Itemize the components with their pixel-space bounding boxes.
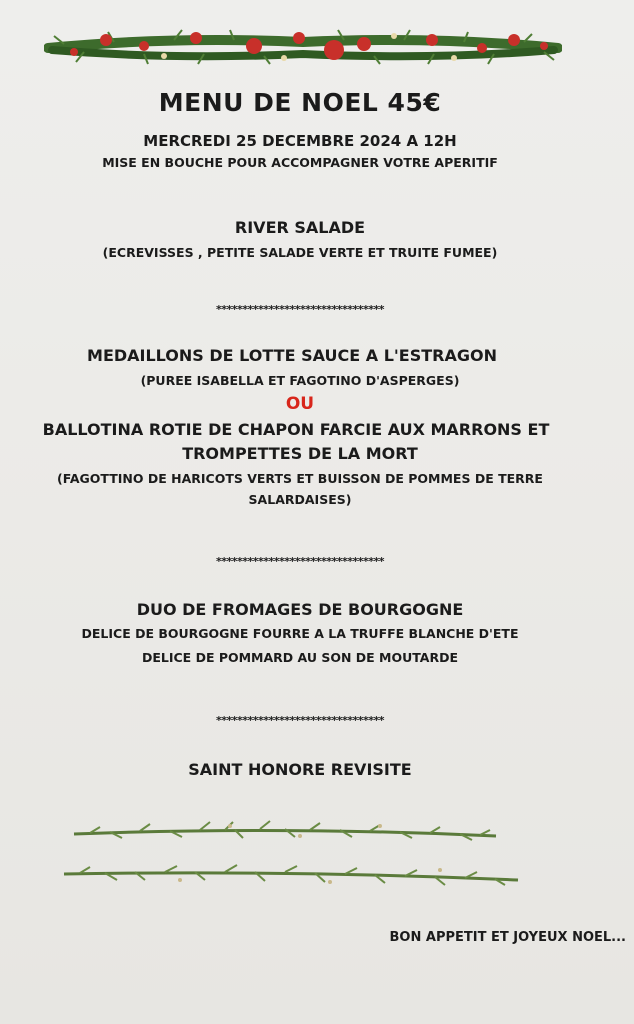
pine-branch-icon <box>60 860 522 892</box>
separator: ******************************** <box>215 555 385 568</box>
main-option-2-name-line2: TROMPETTES DE LA MORT <box>182 444 418 463</box>
cheese-name: DUO DE FROMAGES DE BOURGOGNE <box>136 600 464 619</box>
pine-branch-icon <box>70 818 500 848</box>
dessert-name: SAINT HONORE REVISITE <box>188 760 412 779</box>
main-option-2-description-line2: SALARDAISES) <box>248 492 352 507</box>
or-label: OU <box>285 394 315 414</box>
christmas-garland-icon <box>44 24 562 72</box>
starter-name: RIVER SALADE <box>234 218 366 237</box>
starter-description: (ECREVISSES , PETITE SALADE VERTE ET TRUITE FUMEE) <box>102 245 498 260</box>
main-option-1-description: (PUREE ISABELLA ET FAGOTINO D'ASPERGES) <box>140 373 460 388</box>
cheese-line-2: DELICE DE POMMARD AU SON DE MOUTARDE <box>141 650 459 665</box>
closing-message: BON APPETIT ET JOYEUX NOEL... <box>389 930 626 945</box>
separator: ******************************** <box>215 303 385 316</box>
menu-title: MENU DE NOEL 45€ <box>158 88 442 117</box>
mise-en-bouche: MISE EN BOUCHE POUR ACCOMPAGNER VOTRE APERITIF <box>102 155 498 170</box>
main-option-2-name-line1: BALLOTINA ROTIE DE CHAPON FARCIE AUX MARRONS ET <box>42 420 550 439</box>
main-option-1-name: MEDAILLONS DE LOTTE SAUCE A L'ESTRAGON <box>87 346 497 365</box>
cheese-line-1: DELICE DE BOURGOGNE FOURRE A LA TRUFFE BLANCHE D'ETE <box>81 626 519 641</box>
separator: ******************************** <box>215 714 385 727</box>
main-option-2-description-line1: (FAGOTTINO DE HARICOTS VERTS ET BUISSON DE POMMES DE TERRE <box>57 471 543 486</box>
menu-date: MERCREDI 25 DECEMBRE 2024 A 12H <box>143 132 457 150</box>
